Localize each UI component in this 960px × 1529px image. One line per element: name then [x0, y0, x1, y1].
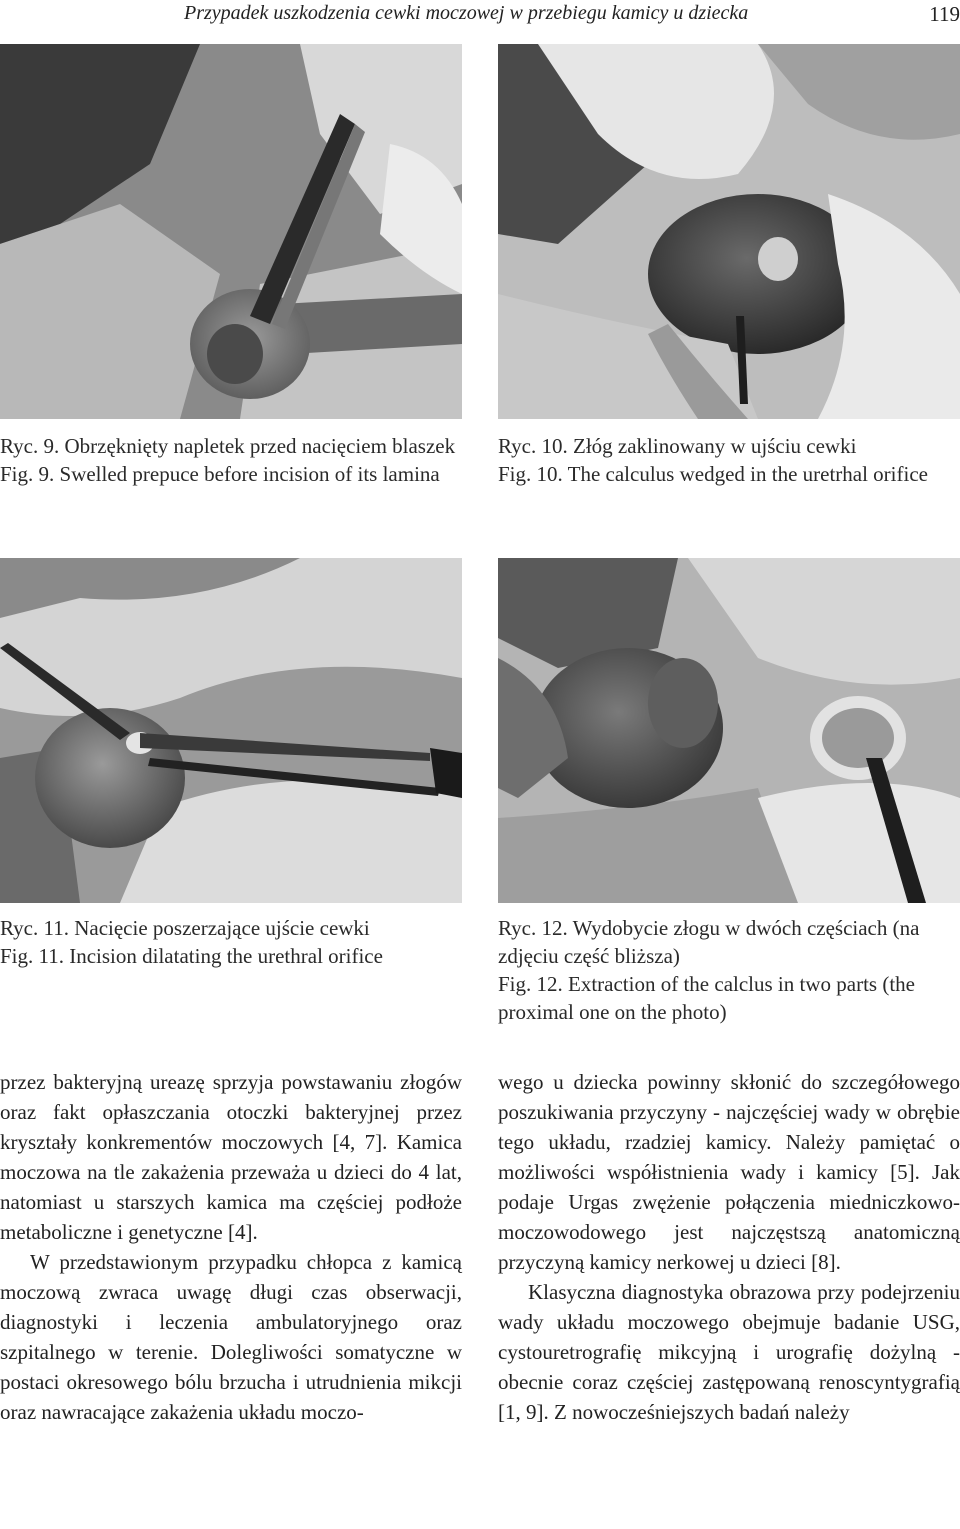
figure-9-caption	[0, 432, 462, 488]
body-paragraph: Klasyczna diagnostyka obrazowa przy podejrzeniu wady układu moczowego obejmuje badanie USG, cystouretrografię mikcyjną i urografię dożylną - obecnie coraz częściej zastępowaną renoscyntygrafią [1, 9]. Z nowocześniejszych badań należy	[498, 1280, 960, 1424]
figure-12-caption-en: Fig. 12. Extraction of the calclus in two parts (the proximal one on the photo)	[498, 972, 915, 1024]
running-title: Przypadek uszkodzenia cewki moczowej w przebiegu kamicy u dziecka	[184, 2, 749, 24]
figure-11-photo	[0, 558, 462, 903]
body-paragraph: wego u dziecka powinny skłonić do szczegółowego poszukiwania przyczyny - najczęściej wady w obrębie tego układu, rzadziej kamicy. Należy pamiętać o możliwości współistnienia wady i kamicy [5]. Jak podaje Urgas zwężenie połączenia miedniczkowo-moczowodowego jest najczęstszą anatomiczną przyczyną kamicy nerkowej u dzieci [8].	[498, 1070, 960, 1274]
figure-12-image	[498, 558, 960, 903]
figure-11-image	[0, 558, 462, 903]
running-head	[0, 0, 960, 40]
figure-12-caption-pl: Ryc. 12. Wydobycie złogu w dwóch częściach (na zdjęciu część bliższa)	[498, 916, 920, 968]
figure-11-caption-pl: Ryc. 11. Nacięcie poszerzające ujście cewki	[0, 916, 370, 940]
figure-10-caption-en: Fig. 10. The calculus wedged in the uretrhal orifice	[498, 462, 928, 486]
figure-12-caption	[498, 914, 960, 1026]
figure-12-photo	[498, 558, 960, 903]
figure-9-image	[0, 44, 462, 419]
figure-10-caption	[498, 432, 960, 488]
figure-9-photo	[0, 44, 462, 419]
figure-11-caption	[0, 914, 462, 970]
body-column-left	[0, 1067, 462, 1427]
figure-10-image	[498, 44, 960, 419]
body-paragraph: W przedstawionym przypadku chłopca z kamicą moczową zwraca uwagę długi czas obserwacji, diagnostyki i leczenia ambulatoryjnego oraz szpitalnego w terenie. Dolegliwości somatyczne w postaci okresowego bólu brzucha i utrudnienia mikcji oraz nawracające zakażenia układu moczo-	[0, 1250, 462, 1424]
figure-9-caption-pl: Ryc. 9. Obrzęknięty napletek przed nacięciem blaszek	[0, 434, 456, 458]
body-column-right	[498, 1067, 960, 1427]
figure-11-caption-en: Fig. 11. Incision dilatating the urethral orifice	[0, 944, 383, 968]
figure-9-caption-en: Fig. 9. Swelled prepuce before incision of its lamina	[0, 462, 440, 486]
figure-10-caption-pl: Ryc. 10. Złóg zaklinowany w ujściu cewki	[498, 434, 857, 458]
page-number: 119	[929, 2, 960, 26]
body-paragraph: przez bakteryjną ureazę sprzyja powstawaniu złogów oraz fakt opłaszczania otoczki bakteryjnej przez kryształy konkrementów moczowych [4, 7]. Kamica moczowa na tle zakażenia przeważa u dzieci do 4 lat, natomiast u starszych kamica ma częściej podłoże metaboliczne i genetyczne [4].	[0, 1070, 462, 1244]
figure-10-photo	[498, 44, 960, 419]
